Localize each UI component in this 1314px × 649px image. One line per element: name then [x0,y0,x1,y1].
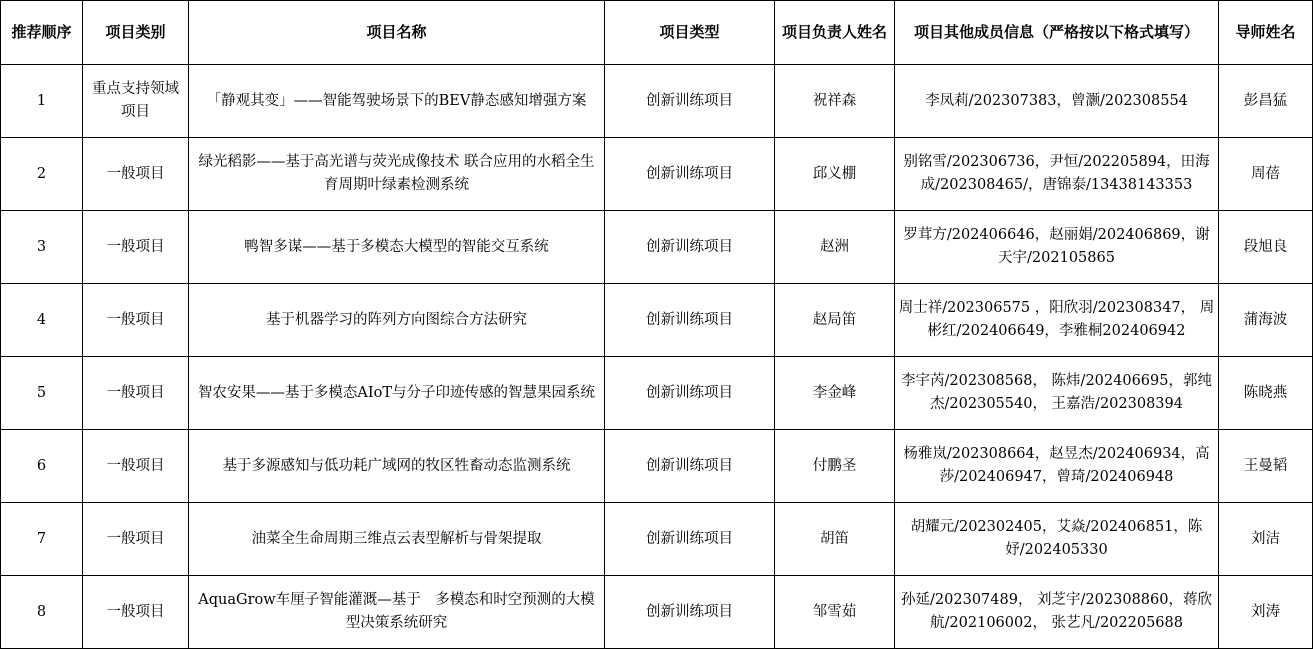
cell-advisor: 陈晓燕 [1219,357,1313,430]
header-name: 项目名称 [189,1,605,65]
table-row [1,284,1313,357]
table-row [1,576,1313,649]
cell-members: 李凤莉/202307383，曾灏/202308554 [895,65,1219,138]
cell-order: 1 [1,65,83,138]
cell-order: 8 [1,576,83,649]
cell-name: 绿光稻影——基于高光谱与荧光成像技术 联合应用的水稻全生育周期叶绿素检测系统 [189,138,605,211]
cell-name: 智农安果——基于多模态AIoT与分子印迹传感的智慧果园系统 [189,357,605,430]
table-row [1,503,1313,576]
cell-name: 基于机器学习的阵列方向图综合方法研究 [189,284,605,357]
header-advisor: 导师姓名 [1219,1,1313,65]
cell-members: 罗茸方/202406646，赵丽娟/202406869，谢天宇/202105865 [895,211,1219,284]
cell-type: 创新训练项目 [605,138,775,211]
cell-order: 2 [1,138,83,211]
cell-leader: 胡笛 [775,503,895,576]
cell-type: 创新训练项目 [605,357,775,430]
header-leader: 项目负责人姓名 [775,1,895,65]
cell-type: 创新训练项目 [605,211,775,284]
cell-type: 创新训练项目 [605,65,775,138]
cell-leader: 邱义棚 [775,138,895,211]
cell-advisor: 刘涛 [1219,576,1313,649]
cell-leader: 付鹏圣 [775,430,895,503]
cell-advisor: 彭昌猛 [1219,65,1313,138]
cell-members: 李宇芮/202308568， 陈炜/202406695，郭纯杰/202305540， 王嘉浩/202308394 [895,357,1219,430]
cell-category: 一般项目 [83,357,189,430]
cell-leader: 赵洲 [775,211,895,284]
cell-leader: 祝祥森 [775,65,895,138]
cell-order: 7 [1,503,83,576]
header-order: 推荐顺序 [1,1,83,65]
cell-type: 创新训练项目 [605,576,775,649]
cell-members: 杨雅岚/202308664，赵昱杰/202406934，高莎/202406947，曾琦/202406948 [895,430,1219,503]
cell-order: 5 [1,357,83,430]
table-row [1,65,1313,138]
cell-members: 周士祥/202306575 ，阳欣羽/202308347， 周彬红/202406649，李雅桐202406942 [895,284,1219,357]
cell-name: 基于多源感知与低功耗广域网的牧区牲畜动态监测系统 [189,430,605,503]
cell-name: 「静观其变」——智能驾驶场景下的BEV静态感知增强方案 [189,65,605,138]
cell-advisor: 段旭良 [1219,211,1313,284]
cell-category: 一般项目 [83,503,189,576]
cell-members: 别铭雪/202306736，尹恒/202205894，田海成/202308465/，唐锦泰/13438143353 [895,138,1219,211]
cell-order: 6 [1,430,83,503]
cell-leader: 李金峰 [775,357,895,430]
header-category: 项目类别 [83,1,189,65]
cell-type: 创新训练项目 [605,284,775,357]
table-row [1,430,1313,503]
cell-type: 创新训练项目 [605,503,775,576]
cell-category: 一般项目 [83,138,189,211]
cell-category: 一般项目 [83,430,189,503]
cell-advisor: 蒲海波 [1219,284,1313,357]
table-row [1,138,1313,211]
header-row [1,1,1313,65]
cell-category: 重点支持领域项目 [83,65,189,138]
cell-members: 胡耀元/202302405，艾焱/202406851，陈妤/202405330 [895,503,1219,576]
cell-category: 一般项目 [83,576,189,649]
cell-type: 创新训练项目 [605,430,775,503]
table-row [1,357,1313,430]
cell-category: 一般项目 [83,284,189,357]
cell-name: AquaGrow车厘子智能灌溉—基于 多模态和时空预测的大模型决策系统研究 [189,576,605,649]
cell-advisor: 刘洁 [1219,503,1313,576]
cell-advisor: 王曼韬 [1219,430,1313,503]
cell-leader: 赵局笛 [775,284,895,357]
table-row [1,211,1313,284]
header-type: 项目类型 [605,1,775,65]
cell-leader: 邹雪茹 [775,576,895,649]
cell-order: 3 [1,211,83,284]
cell-name: 鸭智多谋——基于多模态大模型的智能交互系统 [189,211,605,284]
header-members: 项目其他成员信息（严格按以下格式填写） [895,1,1219,65]
cell-category: 一般项目 [83,211,189,284]
cell-advisor: 周蓓 [1219,138,1313,211]
cell-name: 油菜全生命周期三维点云表型解析与骨架提取 [189,503,605,576]
cell-members: 孙延/202307489， 刘芝宇/202308860，蒋欣航/202106002， 张艺凡/202205688 [895,576,1219,649]
cell-order: 4 [1,284,83,357]
